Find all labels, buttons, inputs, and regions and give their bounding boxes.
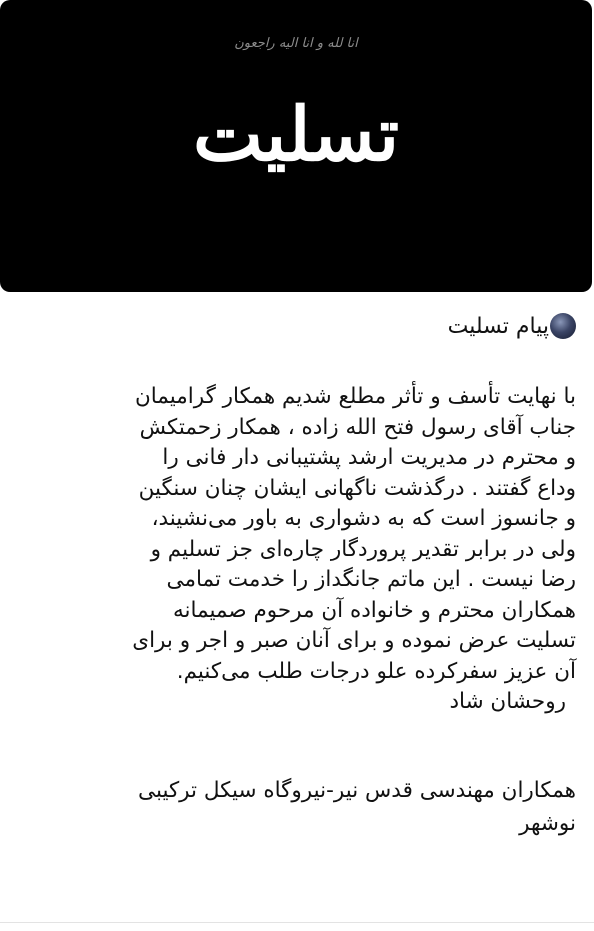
- message-post: [14, 300, 576, 840]
- post-signoff: روحشان شاد: [449, 689, 566, 714]
- condolence-image[interactable]: [0, 0, 592, 292]
- divider: [0, 922, 594, 923]
- post-title: پیام تسلیت: [447, 313, 549, 339]
- post-title-row: [14, 300, 576, 352]
- moon-icon: [550, 313, 576, 339]
- image-condolence-word: تسلیت: [192, 92, 400, 178]
- image-verse: انا لله و انا الیه راجعون: [234, 36, 358, 51]
- post-body: با نهایت تأسف و تأثر مطلع شدیم همکار گرامیمان جناب آقای رسول فتح الله زاده ، همکار زحمتکش و محترم در مدیریت ارشد پشتیبانی دار فانی را وداع گفتند . درگذشت ناگهانی ایشان چنان سنگین و جانسوز است که به دشواری به باور می‌نشیند، ولی در برابر تقدیر پروردگار چاره‌ای جز تسلیم و رضا نیست . این ماتم جانگداز را خدمت تمامی همکاران محترم و خانواده آن مرحوم صمیمانه تسلیت عرض نموده و برای آنان صبر و اجر و برای آن عزیز سفرکرده علو درجات طلب می‌کنیم.: [132, 384, 576, 684]
- post-signature: همکاران مهندسی قدس نیر-نیروگاه سیکل ترکیبی نوشهر: [138, 777, 576, 836]
